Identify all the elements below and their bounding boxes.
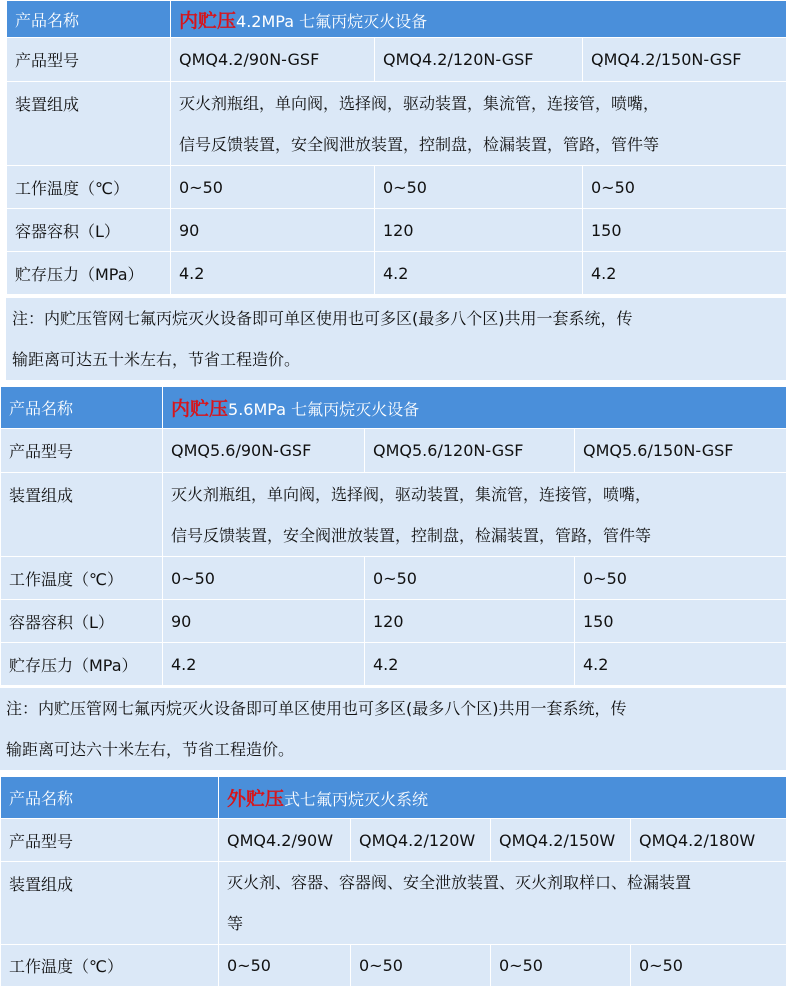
temp-cell: 0~50 [575,557,787,600]
spec-table-3 [0,776,786,987]
model-cell: QMQ4.2/150N-GSF [583,38,787,82]
pressure-cell: 4.2 [575,643,787,686]
header-label: 产品名称 [1,777,219,819]
note-line: 注：内贮压管网七氟丙烷灭火设备即可单区使用也可多区(最多八个区)共用一套系统，传 [6,699,627,718]
volume-cell: 120 [365,600,575,643]
title-highlight: 内贮压 [179,9,237,32]
volume-cell: 90 [163,600,365,643]
model-cell: QMQ4.2/120N-GSF [375,38,583,82]
table-title [171,1,787,38]
composition-label: 装置组成 [1,473,163,557]
composition-line: 灭火剂瓶组，单向阀，选择阀，驱动装置，集流管，连接管，喷嘴， [171,484,652,504]
note-line: 输距离可达六十米左右，节省工程造价。 [6,740,295,759]
spec-table-2 [0,386,786,686]
pressure-cell: 4.2 [583,252,787,295]
temp-cell: 0~50 [631,945,787,987]
composition-line: 灭火剂瓶组，单向阀，选择阀，驱动装置，集流管，连接管，喷嘴， [179,93,660,113]
model-cell: QMQ4.2/90N-GSF [171,38,375,82]
pressure-cell: 4.2 [163,643,365,686]
title-highlight: 外贮压 [227,788,285,810]
volume-cell: 150 [575,600,787,643]
composition-line: 等 [227,914,244,933]
composition-line: 灭火剂、容器、容器阀、安全泄放装置、灭火剂取样口、检漏装置 [227,873,692,892]
temp-label: 工作温度（℃） [7,166,171,209]
composition-cell [171,82,787,166]
pressure-cell: 4.2 [171,252,375,295]
title-highlight: 内贮压 [171,398,229,420]
composition-line: 信号反馈装置，安全阀泄放装置，控制盘，检漏装置，管路，管件等 [171,525,652,545]
note-1 [6,298,786,380]
title-text: 4.2MPa 七氟丙烷灭火设备 [236,11,428,31]
temp-label: 工作温度（℃） [1,557,163,600]
volume-cell: 90 [171,209,375,252]
temp-cell: 0~50 [171,166,375,209]
model-label: 产品型号 [7,38,171,82]
note-2 [0,688,786,770]
temp-cell: 0~50 [365,557,575,600]
model-cell: QMQ4.2/120W [351,819,491,862]
volume-cell: 150 [583,209,787,252]
note-line: 输距离可达五十米左右，节省工程造价。 [12,350,301,369]
title-text: 式七氟丙烷灭火系统 [284,790,429,809]
composition-label: 装置组成 [7,82,171,166]
temp-cell: 0~50 [219,945,351,987]
model-cell: QMQ5.6/120N-GSF [365,429,575,473]
title-text: 5.6MPa 七氟丙烷灭火设备 [228,400,420,419]
temp-cell: 0~50 [163,557,365,600]
temp-label: 工作温度（℃） [1,945,219,987]
header-label: 产品名称 [7,1,171,38]
composition-label: 装置组成 [1,862,219,945]
volume-cell: 120 [375,209,583,252]
header-label: 产品名称 [1,387,163,429]
table-title [219,777,787,819]
composition-cell [219,862,787,945]
pressure-label: 贮存压力（MPa） [7,252,171,295]
model-cell: QMQ4.2/180W [631,819,787,862]
model-label: 产品型号 [1,429,163,473]
pressure-label: 贮存压力（MPa） [1,643,163,686]
model-cell: QMQ5.6/150N-GSF [575,429,787,473]
temp-cell: 0~50 [491,945,631,987]
volume-label: 容器容积（L） [7,209,171,252]
model-cell: QMQ5.6/90N-GSF [163,429,365,473]
temp-cell: 0~50 [583,166,787,209]
temp-cell: 0~50 [351,945,491,987]
composition-line: 信号反馈装置，安全阀泄放装置，控制盘，检漏装置，管路，管件等 [179,134,660,154]
volume-label: 容器容积（L） [1,600,163,643]
table-title [163,387,787,429]
model-cell: QMQ4.2/90W [219,819,351,862]
model-cell: QMQ4.2/150W [491,819,631,862]
note-line: 注：内贮压管网七氟丙烷灭火设备即可单区使用也可多区(最多八个区)共用一套系统，传 [12,309,633,328]
composition-cell [163,473,787,557]
model-label: 产品型号 [1,819,219,862]
spec-table-1 [6,0,786,295]
pressure-cell: 4.2 [365,643,575,686]
pressure-cell: 4.2 [375,252,583,295]
temp-cell: 0~50 [375,166,583,209]
